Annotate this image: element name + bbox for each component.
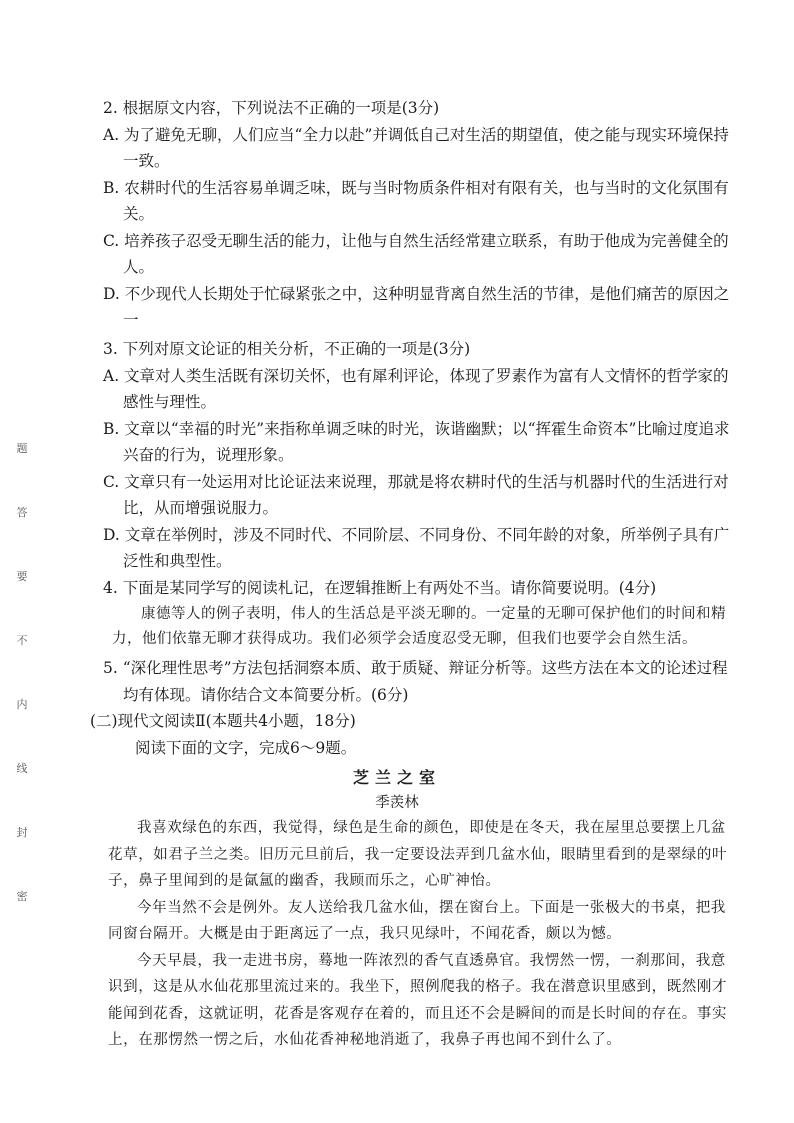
question-2-title: 2. 根据原文内容，下列说法不正确的一项是(3分) [103,99,440,117]
passage-paragraph: 我喜欢绿色的东西，我觉得，绿色是生命的颜色，即使是在冬天，我在屋里总要摆上几盆花草，如君子兰之类。旧历元旦前后，我一定要设法弄到几盆水仙，眼睛里看到的是翠绿的叶子，鼻子里闻到的是氤氲的幽香，我顾而乐之，心旷神怡。 [108,820,728,889]
margin-mark: 线 [16,762,28,775]
section-heading: (二)现代文阅读Ⅱ(本题共4小题，18分) [90,712,356,730]
passage-body [108,815,733,1054]
question-4-title: 4. 下面是某同学写的阅读札记，在逻辑推断上有两处不当。请你简要说明。(4分) [103,579,657,597]
passage-paragraph: 今天早晨，我一走进书房，蓦地一阵浓烈的香气直透鼻官。我愣然一愣，一刹那间，我意识到，这是从水仙花那里流过来的。我坐下，照例爬我的格子。我在潜意识里感到，既然刚才能闻到花香，这就证明，花香是客观存在着的，而且还不会是瞬间的而是长时间的存在。事实上，在那愣然一愣之后，水仙花香神秘地消逝了，我鼻子再也闻不到什么了。 [108,952,728,1048]
question-2-option-c: C. 培养孩子忍受无聊生活的能力，让他与自然生活经常建立联系，有助于他成为完善健全的人。 [103,231,729,276]
question-2 [103,95,733,334]
margin-mark: 封 [16,826,28,839]
margin-mark: 密 [16,890,28,903]
question-2-option-a: A. 为了避免无聊，人们应当“全力以赴”并调低自己对生活的期望值，使之能与现实环境保持一致。 [103,125,729,170]
question-2-option-d: D. 不少现代人长期处于忙碌紧张之中，这种明显背离自然生活的节律，是他们痛苦的原因之一 [103,284,730,329]
question-3-option-d: D. 文章在举例时，涉及不同时代、不同阶层、不同身份、不同年龄的对象，所举例子具有广泛性和典型性。 [103,525,730,570]
binding-margin-marks [14,440,30,952]
margin-mark: 内 [16,698,28,711]
question-3-option-c: C. 文章只有一处运用对比论证法来说理，那就是将农耕时代的生活与机器时代的生活进行对比，从而增强说服力。 [103,472,729,517]
margin-mark: 答 [16,506,28,519]
question-5 [103,655,733,708]
question-3-title: 3. 下列对原文论证的相关分析，不正确的一项是(3分) [103,340,471,358]
question-3-option-b: B. 文章以“幸福的时光”来指称单调乏味的时光，诙谐幽默；以“挥霍生命资本”比喻过度追求兴奋的行为，说理形象。 [103,419,730,464]
question-4-note: 康德等人的例子表明，伟人的生活总是平淡无聊的。一定量的无聊可保护他们的时间和精力，他们依靠无聊才获得成功。我们必须学会适度忍受无聊，但我们也要学会自然生活。 [112,606,726,647]
section-instruction: 阅读下面的文字，完成6～9题。 [135,739,357,757]
question-3-option-a: A. 文章对人类生活既有深切关怀，也有犀利评论，体现了罗素作为富有人文情怀的哲学家的感性与理性。 [103,366,729,411]
question-3 [103,336,733,575]
passage-author: 季羡林 [375,795,419,811]
passage-paragraph: 今年当然不会是例外。友人送给我几盆水仙，摆在窗台上。下面是一张极大的书桌，把我同窗台隔开。大概是由于距离远了一点，我只见绿叶，不闻花香，颇以为憾。 [108,899,726,942]
question-5-title: 5. “深化理性思考”方法包括洞察本质、敢于质疑、辩证分析等。这些方法在本文的论述过程均有体现。请你结合文本简要分析。(6分) [103,659,728,704]
margin-mark: 题 [16,442,28,455]
margin-mark: 要 [16,570,28,583]
question-4 [103,575,733,602]
margin-mark: 不 [16,634,28,647]
passage-title: 芝兰之室 [352,768,441,787]
question-2-option-b: B. 农耕时代的生活容易单调乏味，既与当时物质条件相对有限有关，也与当时的文化氛围有关。 [103,178,729,223]
